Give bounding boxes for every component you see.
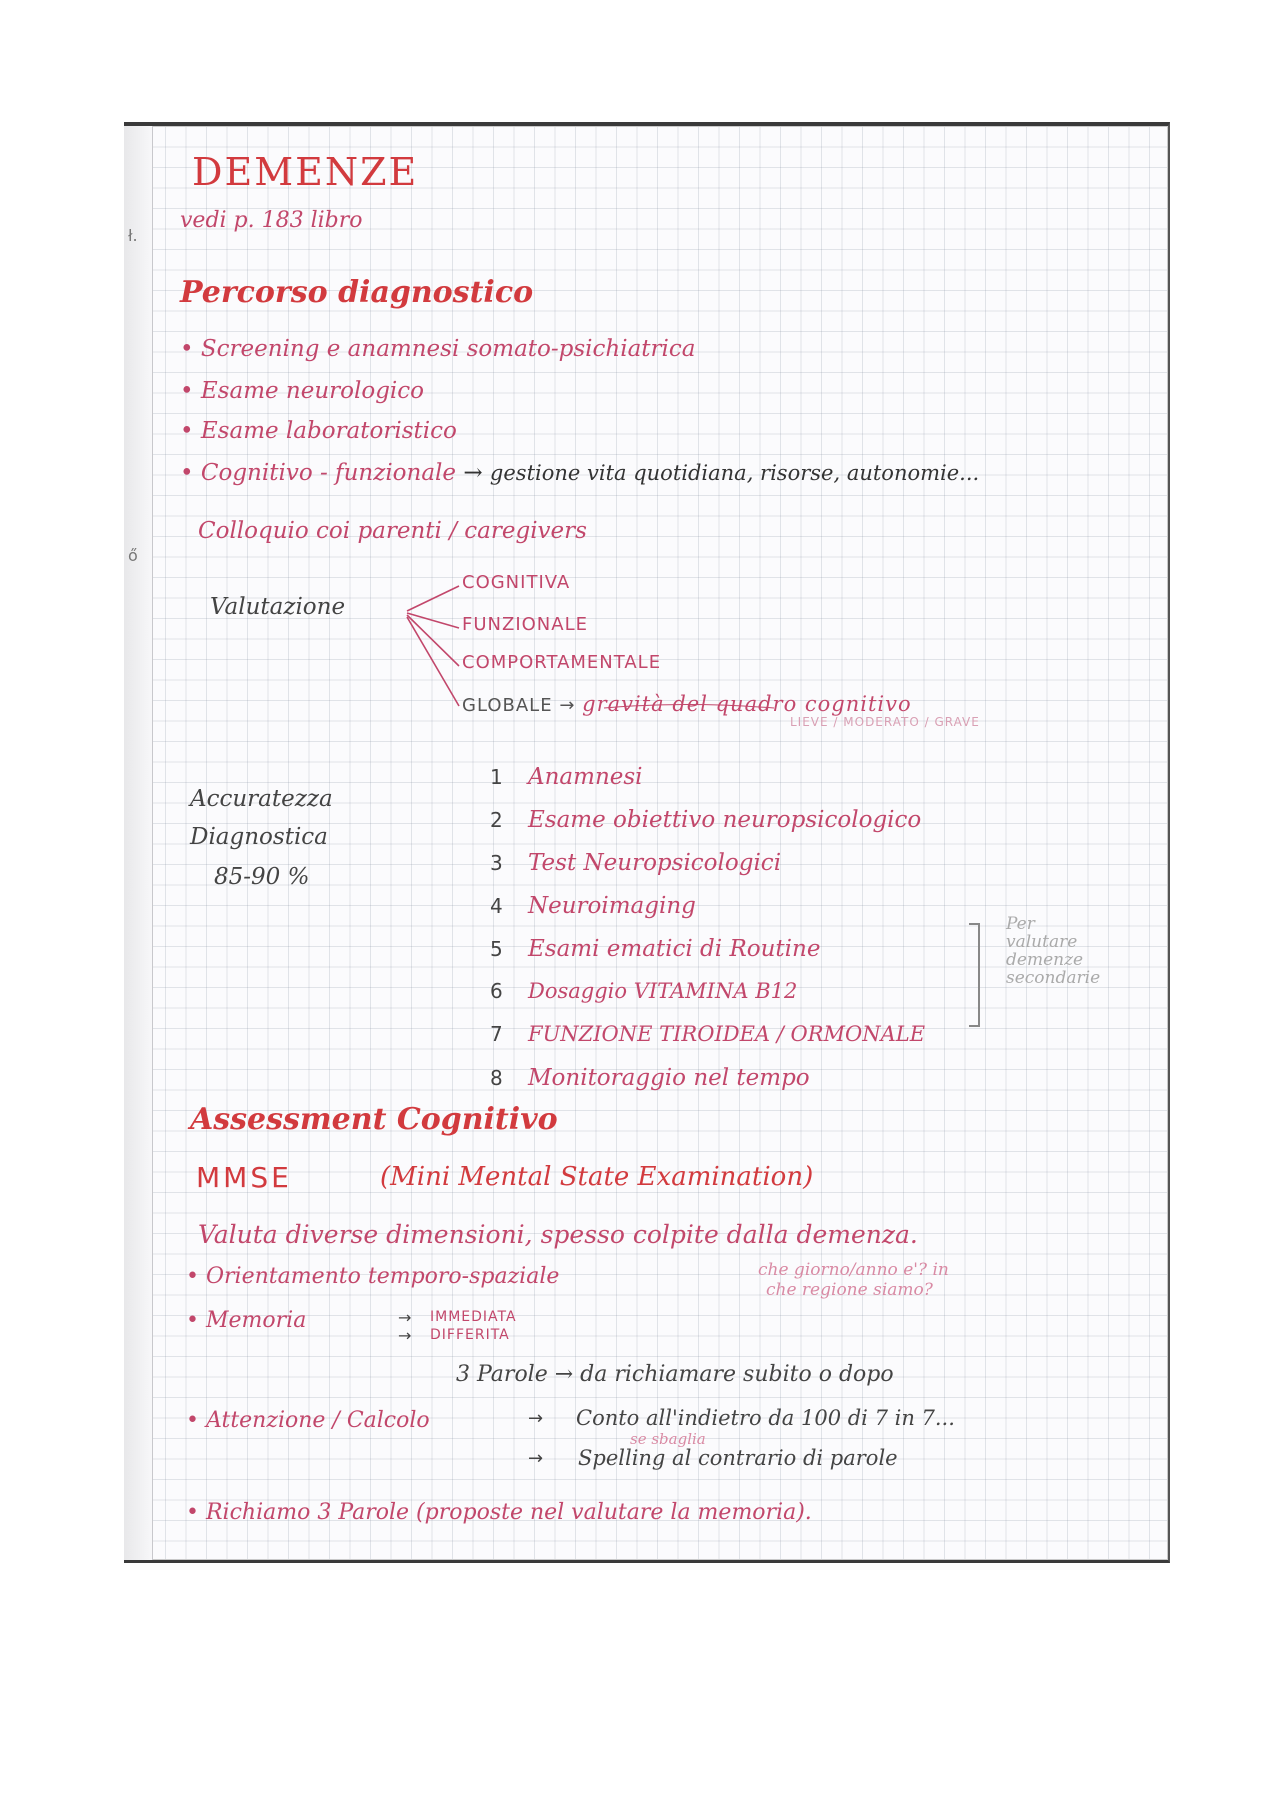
step-item	[490, 1067, 810, 1090]
orientamento-note-1: che giorno/anno e'? in	[758, 1260, 949, 1280]
step-text: Dosaggio VITAMINA B12	[528, 979, 798, 1003]
bullet-text: Memoria	[205, 1308, 307, 1333]
branch-globale-label: GLOBALE	[462, 695, 553, 716]
bullet-text: Esame laboratoristico	[200, 418, 457, 444]
bullet-memoria: • Memoria	[186, 1308, 307, 1333]
step-number: 2	[490, 808, 503, 832]
bullet-text: Screening e anamnesi somato-psichiatrica	[200, 336, 696, 362]
caregiver-line: Colloquio coi parenti / caregivers	[198, 518, 587, 544]
step-number: 6	[490, 979, 503, 1003]
memoria-immediata: IMMEDIATA	[430, 1309, 517, 1325]
accuratezza-value: 85-90 %	[214, 864, 310, 890]
steps-bracket-note	[1006, 915, 1116, 987]
mmse-label: MMSE	[196, 1161, 292, 1194]
bullet-text: Esame neurologico	[200, 378, 425, 404]
branch-funzionale: FUNZIONALE	[462, 614, 588, 635]
orientamento-note-2: che regione siamo?	[766, 1280, 933, 1300]
bracket-note-line: valutare	[1006, 932, 1078, 952]
memoria-differita: DIFFERITA	[430, 1327, 510, 1343]
branch-line-comportamentale	[407, 615, 459, 666]
arrow-icon: →	[559, 695, 583, 716]
globale-note: gravità del quadro cognitivo	[582, 692, 912, 716]
step-item	[490, 895, 696, 918]
section-heading-percorso: Percorso diagnostico	[180, 275, 534, 310]
valutazione-label: Valutazione	[210, 594, 346, 620]
step-number: 7	[490, 1022, 503, 1046]
branch-cognitiva: COGNITIVA	[462, 572, 571, 593]
arrow-icon: →	[528, 1408, 544, 1429]
branch-comportamentale: COMPORTAMENTALE	[462, 652, 662, 673]
attenzione-note: se sbaglia	[630, 1430, 706, 1448]
branch-line-cognitiva	[407, 586, 459, 611]
branch-line-globale	[407, 617, 459, 706]
arrow-icon: →	[528, 1448, 544, 1469]
bullet-esame-laboratoristico: • Esame laboratoristico	[180, 418, 457, 444]
bullet-text: Richiamo 3 Parole (proposte nel valutare la memoria).	[205, 1500, 812, 1525]
step-item	[490, 852, 781, 875]
book-reference: vedi p. 183 libro	[180, 208, 363, 233]
tre-parole-line: 3 Parole → da richiamare subito o dopo	[456, 1362, 894, 1387]
steps-bracket	[969, 924, 979, 1026]
branch-globale	[462, 694, 912, 715]
step-number: 4	[490, 894, 503, 918]
step-text: Esame obiettivo neuropsicologico	[528, 807, 922, 833]
bracket-note-line: secondarie	[1006, 968, 1101, 988]
step-item	[490, 1024, 925, 1045]
section-heading-assessment: Assessment Cognitivo	[190, 1102, 558, 1137]
attenzione-spelling: Spelling al contrario di parole	[578, 1446, 898, 1470]
bullet-cognitivo-funzionale: • Cognitivo - funzionale → gestione vita quotidiana, risorse, autonomie...	[180, 460, 980, 486]
bullet-attenzione: • Attenzione / Calcolo	[186, 1408, 430, 1433]
step-item	[490, 981, 797, 1002]
mmse-intro: Valuta diverse dimensioni, spesso colpite dalla demenza.	[198, 1220, 918, 1249]
bullet-text: Orientamento temporo-spaziale	[205, 1264, 560, 1289]
bullet-esame-neurologico: • Esame neurologico	[180, 378, 425, 404]
bullet-orientamento: • Orientamento temporo-spaziale	[186, 1264, 560, 1289]
step-text: Monitoraggio nel tempo	[528, 1065, 810, 1091]
arrow-icon: →	[463, 460, 483, 486]
bullet-text: Attenzione / Calcolo	[205, 1408, 430, 1433]
step-number: 1	[490, 765, 503, 789]
margin-mark: ő	[128, 546, 138, 565]
bullet-screening: • Screening e anamnesi somato-psichiatrica	[180, 336, 696, 362]
step-number: 5	[490, 937, 503, 961]
bracket-note-line: demenze	[1006, 950, 1084, 970]
step-number: 8	[490, 1066, 503, 1090]
branch-line-funzionale	[407, 613, 459, 628]
step-item	[490, 809, 921, 832]
step-item	[490, 766, 643, 789]
bullet-text: Cognitivo - funzionale	[200, 460, 457, 486]
attenzione-conto: Conto all'indietro da 100 di 7 in 7...	[576, 1406, 955, 1430]
step-text: Neuroimaging	[528, 893, 696, 919]
step-text: Esami ematici di Routine	[528, 936, 821, 962]
step-number: 3	[490, 851, 503, 875]
step-text: FUNZIONE TIROIDEA / ORMONALE	[528, 1022, 926, 1046]
mmse-full-name: (Mini Mental State Examination)	[380, 1162, 814, 1192]
margin-mark: ł.	[128, 226, 138, 245]
accuratezza-line1: Accuratezza	[190, 786, 333, 812]
step-item	[490, 938, 820, 961]
bullet-note: gestione vita quotidiana, risorse, autonomie...	[489, 461, 980, 485]
arrow-icon: →	[398, 1326, 412, 1345]
accuratezza-line2: Diagnostica	[190, 824, 328, 850]
page-title: DEMENZE	[192, 150, 419, 194]
step-text: Anamnesi	[528, 764, 643, 790]
arrow-icon: →	[398, 1308, 412, 1327]
bracket-note-line: Per	[1006, 914, 1035, 934]
bullet-richiamo: • Richiamo 3 Parole (proposte nel valutare la memoria).	[186, 1500, 812, 1525]
globale-subnote: LIEVE / MODERATO / GRAVE	[790, 715, 980, 729]
step-text: Test Neuropsicologici	[528, 850, 782, 876]
